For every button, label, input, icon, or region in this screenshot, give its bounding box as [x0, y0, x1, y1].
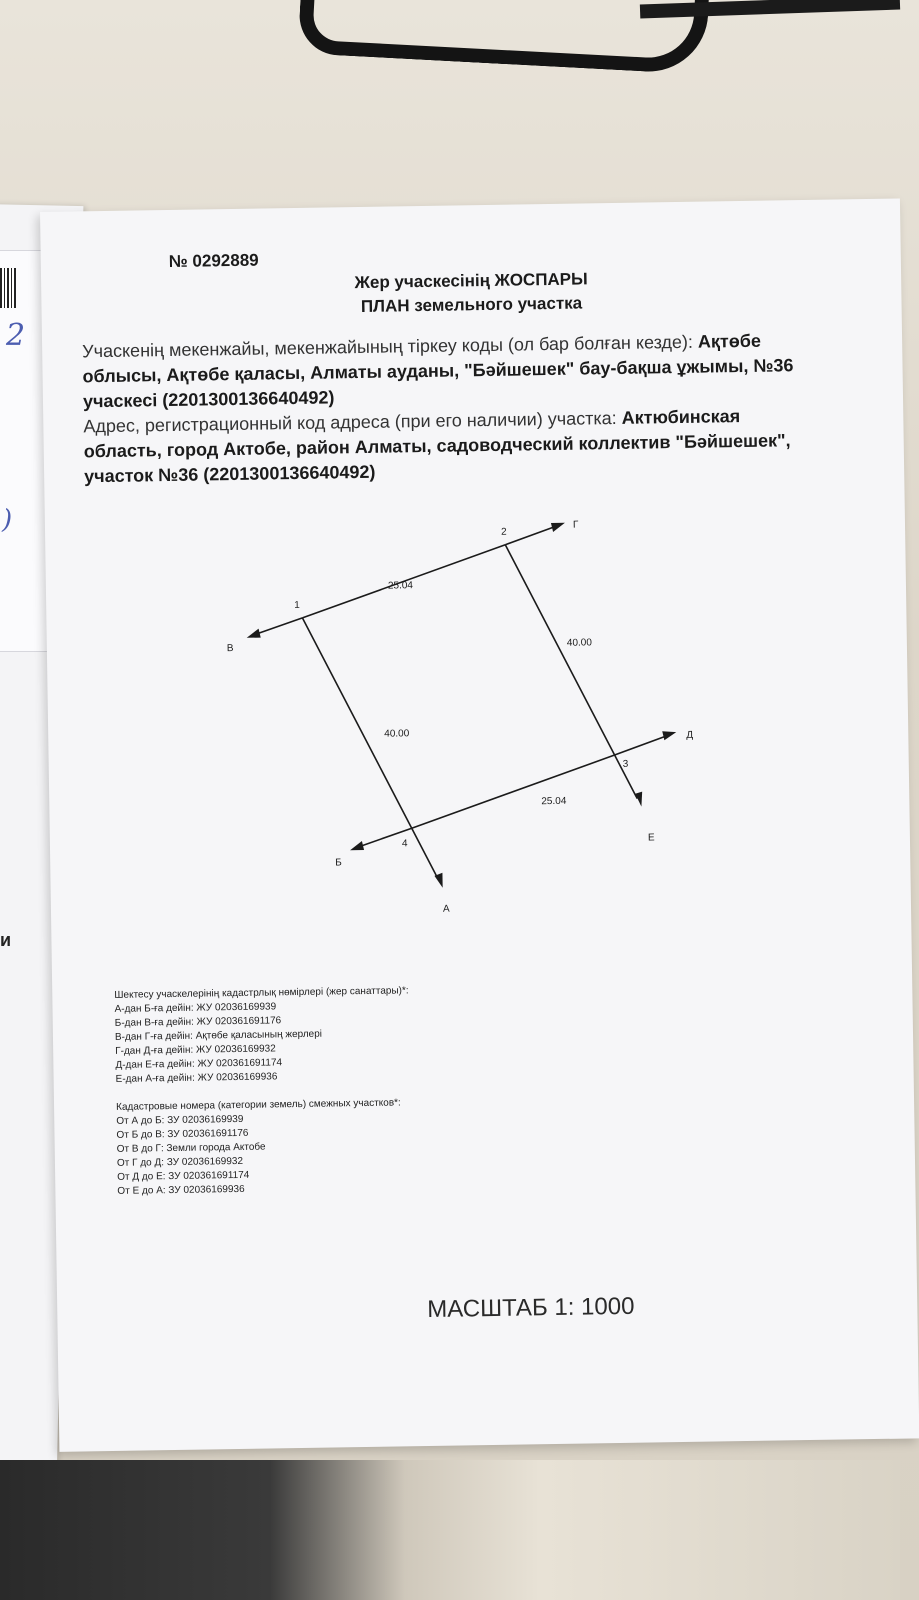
list-item: Д-дан Е-ға дейін: ЖУ 020361691174 [115, 1057, 283, 1071]
direction-d-line [614, 735, 668, 755]
direction-g-label: Г [572, 519, 579, 531]
list-item: От Г до Д: ЗУ 02036169932 [116, 1155, 244, 1169]
boundary-4-1-line [302, 616, 411, 830]
address-kz-label: Учаскенің мекенжайы, мекенжайының тіркеу коды (ол бар болған кезде): [82, 331, 699, 362]
list-item: А-дан Б-ға дейін: ЖУ 02036169939 [114, 1001, 277, 1015]
list-item: От В до Г: Земли города Актобе [116, 1141, 266, 1155]
arrow-v-icon [247, 629, 261, 638]
document-number: № 0292889 [168, 250, 259, 271]
address-kz-value: Ақтөбе облысы, Ақтөбе қаласы, Алматы ауданы, "Бәйшешек" бау-бақша ұжымы, №36 учаскесі (2201300136640492) [82, 330, 794, 412]
direction-a-label: А [442, 903, 450, 915]
eyeglasses-arm [640, 0, 900, 19]
list-item: Е-дан А-ға дейін: ЖУ 02036169936 [115, 1071, 278, 1085]
address-ru-value: Актюбинская область, город Актобе, район Алматы, садоводческий коллектив "Бәйшешек", участок №36 (2201300136640492) [83, 406, 791, 487]
list-item: От Б до В: ЗУ 020361691176 [116, 1127, 249, 1141]
address-block [82, 328, 804, 489]
direction-g-line [505, 526, 557, 545]
list-item: От Д до Е: ЗУ 020361691174 [117, 1169, 250, 1183]
neighbors-ru-heading: Кадастровые номера (категории земель) смежных участков*: [115, 1097, 401, 1113]
point-2-label: 2 [501, 526, 507, 538]
arrow-b-icon [350, 841, 364, 850]
arrow-g-icon [551, 523, 565, 532]
dimension-2-3: 40.00 [566, 637, 592, 649]
arrow-e-icon [635, 792, 642, 807]
neighbors-list-kazakh [114, 984, 410, 1087]
point-3-label: 3 [622, 758, 629, 770]
direction-v-line [254, 618, 302, 635]
list-item: Б-дан В-ға дейін: ЖУ 020361691176 [114, 1015, 282, 1029]
list-item: В-дан Г-ға дейін: Ақтөбе қаласының жерлері [114, 1028, 323, 1043]
parcel-plan-diagram [226, 519, 694, 969]
boundary-3-4-line [411, 755, 616, 828]
table-surface [0, 1460, 900, 1600]
direction-a-line [412, 828, 439, 880]
direction-d-label: Д [686, 729, 694, 741]
dimension-3-4: 25.04 [541, 795, 567, 808]
handwritten-mark-top: 2 [6, 318, 26, 353]
dimension-1-2: 25.04 [387, 580, 414, 592]
arrow-d-icon [662, 731, 676, 740]
direction-v-label: В [226, 643, 234, 655]
point-4-label: 4 [401, 838, 408, 850]
previous-page-text: и [0, 930, 12, 950]
boundary-2-3-line [505, 543, 614, 757]
address-ru-label: Адрес, регистрационный код адреса (при его наличии) участка: [83, 407, 622, 437]
list-item: От Е до А: ЗУ 02036169936 [117, 1183, 245, 1197]
list-item: Г-дан Д-ға дейін: ЖУ 02036169932 [115, 1043, 276, 1057]
handwritten-mark-mid: ) [2, 505, 13, 535]
point-1-label: 1 [294, 599, 300, 612]
dimension-4-1: 40.00 [384, 728, 410, 740]
list-item: От А до Б: ЗУ 02036169939 [116, 1113, 244, 1127]
barcode-image [0, 268, 16, 308]
title-russian: ПЛАН земельного участка [360, 293, 583, 316]
land-plan-document [40, 198, 919, 1451]
neighbors-list-russian [116, 1096, 402, 1198]
title-kazakh: Жер учаскесінің ЖОСПАРЫ [354, 269, 588, 293]
direction-e-label: Е [647, 832, 655, 844]
scale-label: МАСШТАБ 1: 1000 [427, 1292, 635, 1324]
direction-b-label: Б [335, 857, 342, 869]
neighbors-kz-heading: Шектесу учаскелерінің кадастрлық нөмірлері (жер санаттары)*: [114, 985, 409, 1001]
